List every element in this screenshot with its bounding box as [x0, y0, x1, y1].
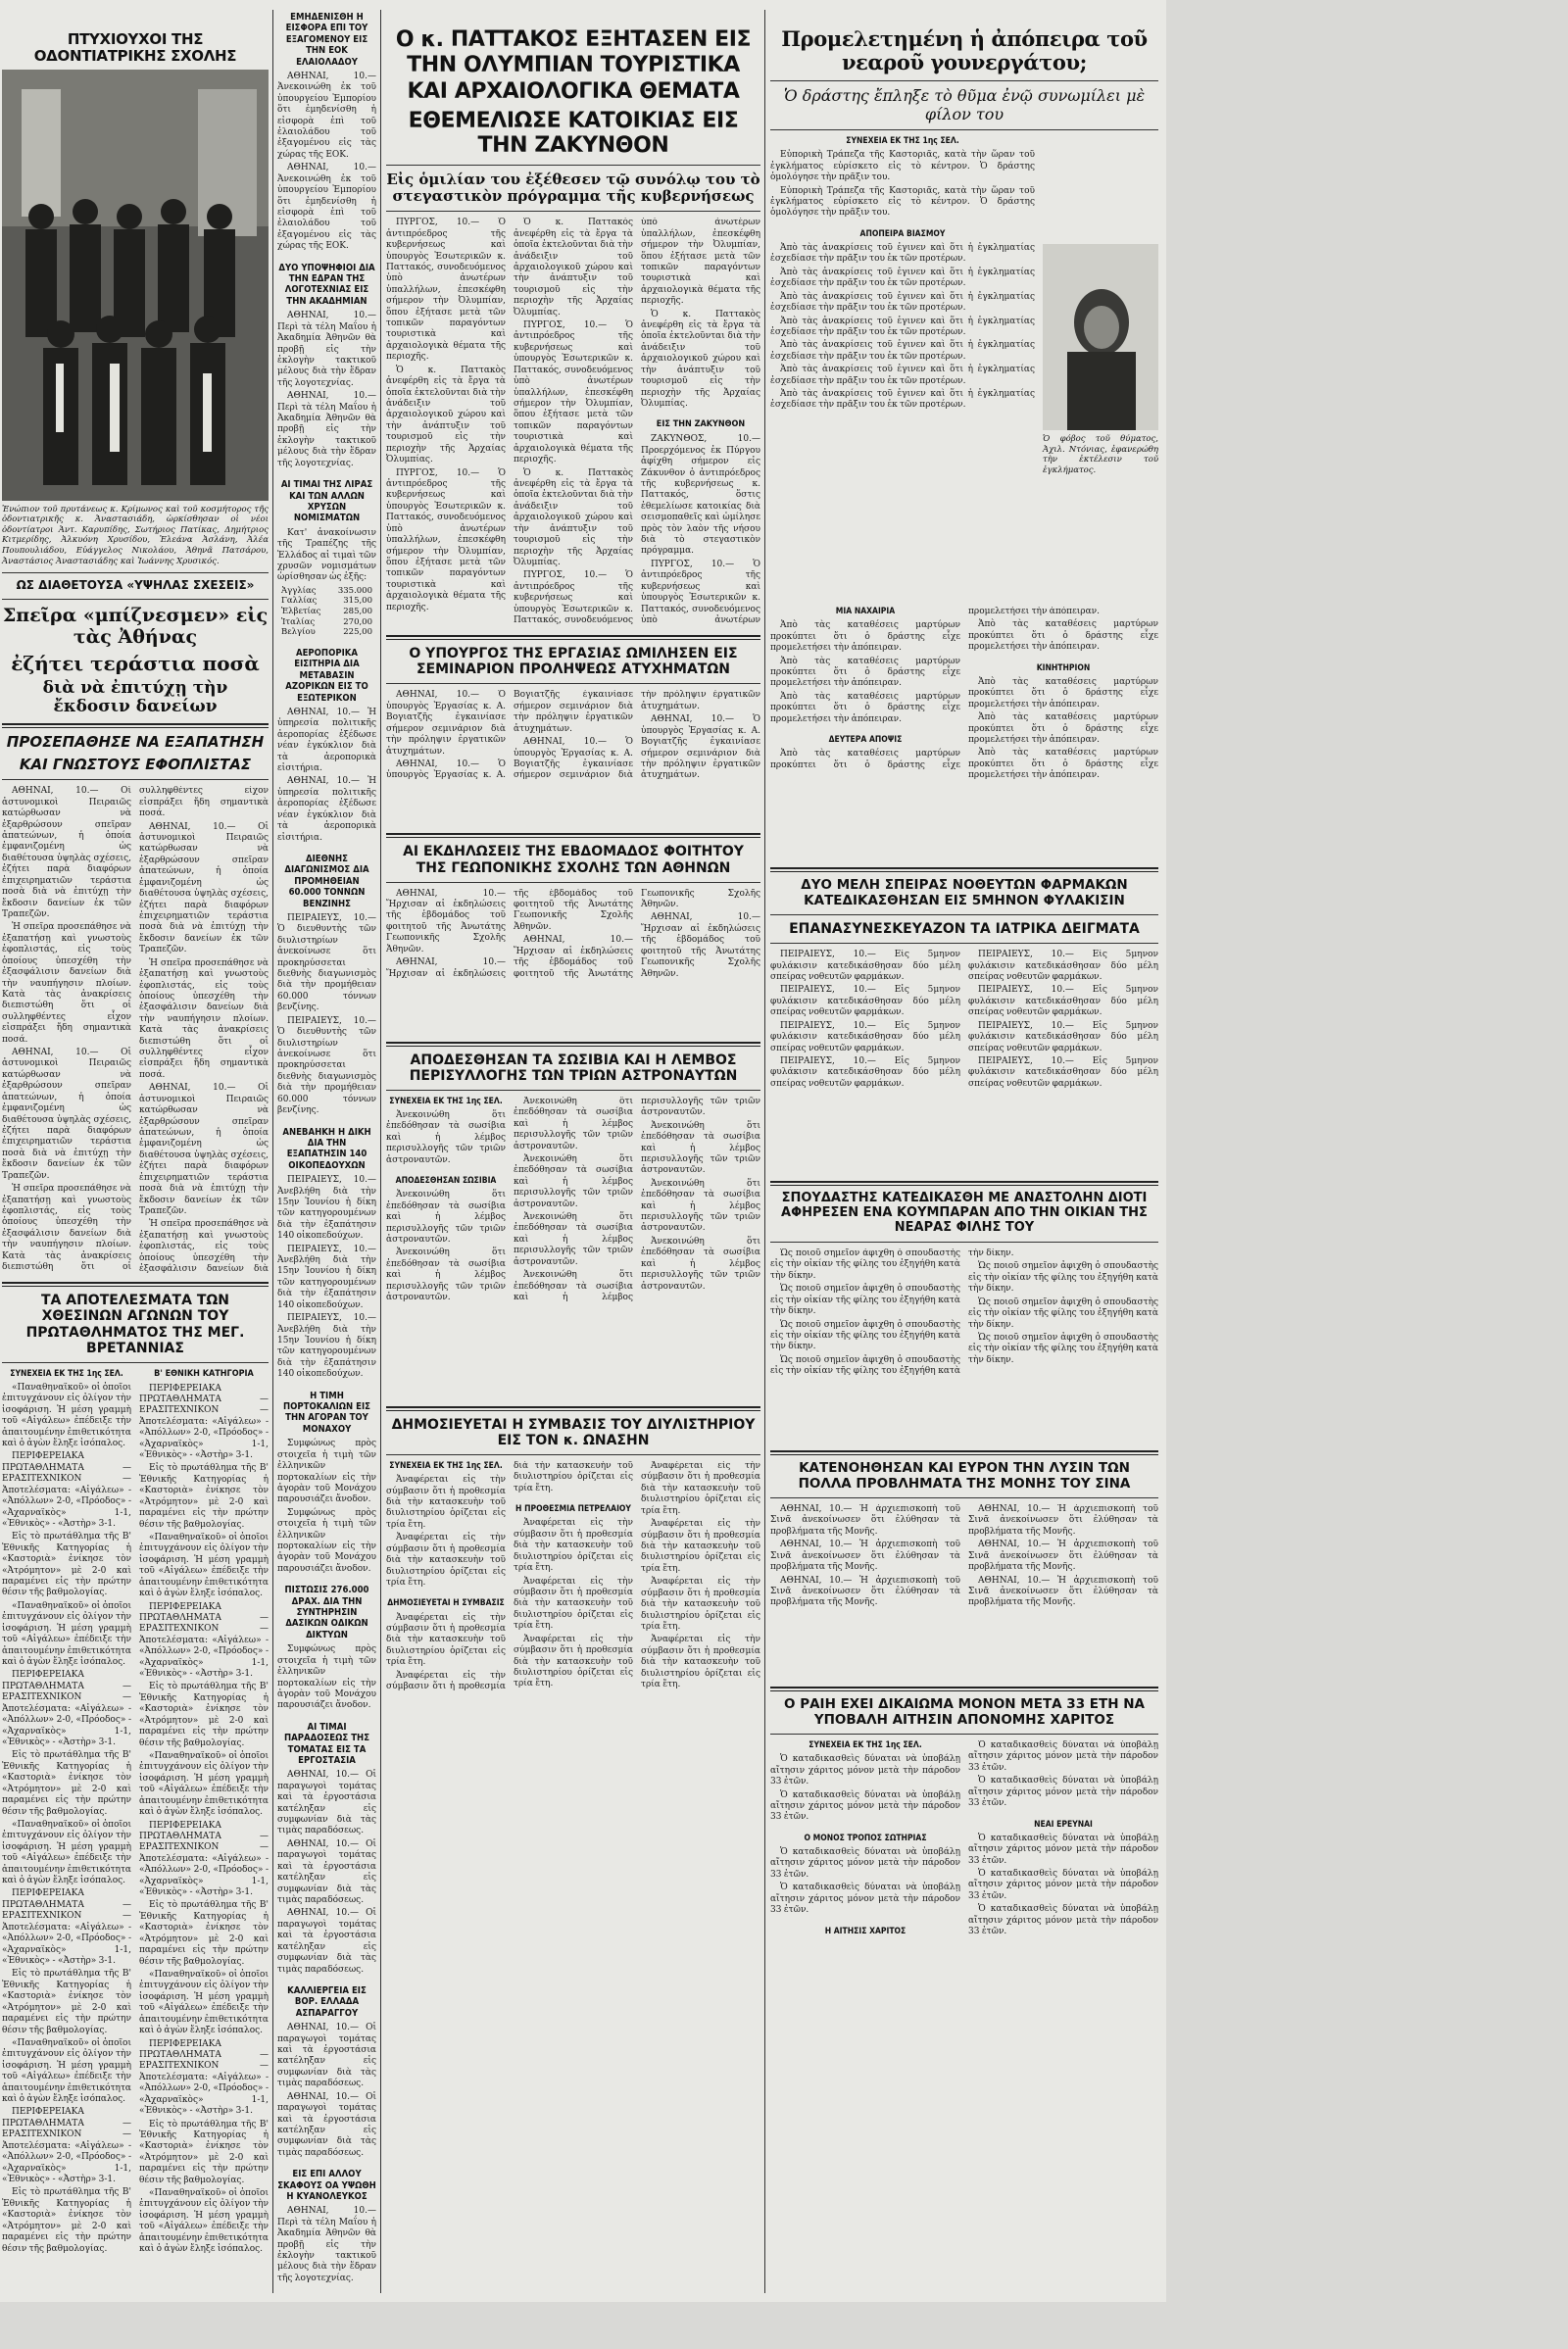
article-paragraph: Ὁ καταδικασθεὶς δύναται νὰ ὑποβάλῃ αἴτησιν χάριτος μόνον μετὰ τὴν πάροδον 33 ἐτῶν. — [968, 1869, 1158, 1901]
article-paragraph: Ὁ καταδικασθεὶς δύναται νὰ ὑποβάλῃ αἴτησιν χάριτος μόνον μετὰ τὴν πάροδον 33 ἐτῶν. — [770, 1754, 960, 1787]
article-paragraph: Ὁ καταδικασθεὶς δύναται νὰ ὑποβάλῃ αἴτησιν χάριτος μόνον μετὰ τὴν πάροδον 33 ἐτῶν. — [968, 1904, 1158, 1937]
lead-article-body — [386, 218, 760, 629]
article-paragraph: Ἀπὸ τὰς καταθέσεις μαρτύρων προκύπτει ὅτι ὁ δράστης εἶχε προμελετήσει τὴν ἀπόπειραν. — [770, 607, 1100, 770]
subhead: ΑΠΟΠΕΙΡΑ ΒΙΑΣΜΟΥ — [859, 228, 946, 239]
article-body — [386, 1461, 760, 1814]
continuation-note: ΣΥΝΕΧΕΙΑ ΕΚ ΤΗΣ 1ης ΣΕΛ. — [389, 1461, 503, 1472]
article-paragraph: ΠΕΙΡΑΙΕΥΣ, 10.— Εἰς 5μηνον φυλάκισιν κατεδικάσθησαν δύο μέλη σπείρας νοθευτῶν φαρμάκων. — [770, 1020, 960, 1053]
article-paragraph: Εἰς τὸ πρωτάθλημα τῆς Β' Ἐθνικῆς Κατηγορίας ἡ «Καστοριὰ» ἐνίκησε τὸν «Ἀτρόμητον» μὲ 2-0 καὶ παραμένει εἰς τὴν πρώτην θέσιν τῆς βαθμολογίας. — [2, 1750, 131, 1817]
article-paragraph: Ἀνεκοινώθη ὅτι ἐπεδόθησαν τὰ σωσίβια καὶ ἡ λέμβος περισυλλογῆς τῶν τριῶν ἀστροναυτῶν. — [641, 1236, 760, 1292]
article-paragraph: Ὁ κ. Παττακὸς ἀνεφέρθη εἰς τὰ ἔργα τὰ ὁποῖα ἐκτελοῦνται διὰ τὴν ἀνάδειξιν τοῦ ἀρχαιολογικοῦ χώρου καὶ τὴν ἀνάπτυξιν τοῦ τουρισμοῦ εἰς τὴν περιοχὴν τῆς Ἀρχαίας Ὀλυμπίας. — [641, 309, 760, 410]
lead-headline: Ο κ. ΠΑΤΤΑΚΟΣ ΕΞΗΤΑΣΕΝ ΕΙΣ ΤΗΝ ΟΛΥΜΠΙΑΝ ΤΟΥΡΙΣΤΙΚΑ ΚΑΙ ΑΡΧΑΙΟΛΟΓΙΚΑ ΘΕΜΑΤΑ — [395, 27, 752, 104]
article-paragraph: «Παναθηναϊκοῦ» οἱ ὁποῖοι ἐπιτυγχάνουν εἰς ὀλίγον τὴν ἰσοφάριση. Ἡ μέση γραμμὴ τοῦ «Αἰγάλεω» ἐπέδειξε τὴν ἀπαιτουμένην ἐπιθετικότητα καὶ ὁ ἀγὼν ἔληξε ἰσόπαλος. — [2, 2037, 132, 2105]
subhead: Ο ΜΟΝΟΣ ΤΡΟΠΟΣ ΣΩΤΗΡΙΑΣ — [804, 1833, 927, 1843]
coin-name: Ἀγγλίας — [281, 585, 317, 596]
article-paragraph: ΠΥΡΓΟΣ, 10.— Ὁ ἀντιπρόεδρος τῆς κυβερνήσεως καὶ ὑπουργὸς Ἐσωτερικῶν κ. Παττακός, συνοδευόμενος ὑπὸ ἀνωτέρων ὑπαλλήλων, ἐπεσκέφθη σήμερον τὴν Ὀλυμπίαν, ὅπου ἐξήτασε μετὰ τῶν τοπικῶν παραγόντων τουριστικὰ καὶ ἀρχαιολογικὰ θέματα τῆς περιοχῆς. — [386, 467, 506, 612]
coin-name: Βελγίου — [281, 627, 316, 638]
article-paragraph: Ὁ καταδικασθεὶς δύναται νὰ ὑποβάλῃ αἴτησιν χάριτος μόνον μετὰ τὴν πάροδον 33 ἐτῶν. — [968, 1776, 1158, 1809]
headline-main-4: ΠΡΟΣΕΠΑΘΗΣΕ ΝΑ ΕΞΑΠΑΤΗΣΗ — [6, 732, 265, 751]
article-paragraph: ΑΘΗΝΑΙ, 10.— Ἡ ἀρχιεπισκοπὴ τοῦ Σινᾶ ἀνεκοίνωσεν ὅτι ἐλύθησαν τὰ προβλήματα τῆς Μονῆς. — [968, 1540, 1158, 1573]
article-paragraph: ΑΘΗΝΑΙ, 10.— Ὁ ὑπουργὸς Ἐργασίας κ. Α. Βογιατζῆς ἐγκαινίασε σήμερον σεμινάριον διὰ τὴν πρόληψιν ἐργατικῶν ἀτυχημάτων. — [386, 690, 506, 757]
article-paragraph: Ὡς ποιοῦ σημεῖον ἀφιχθη ὁ σπουδαστὴς εἰς τὴν οἰκίαν τῆς φίλης του ἐξηγήθη κατὰ τὴν δίκην. — [968, 1261, 1158, 1295]
article-paragraph: ΠΥΡΓΟΣ, 10.— Ὁ ἀντιπρόεδρος τῆς κυβερνήσεως καὶ ὑπουργὸς Ἐσωτερικῶν κ. Παττακός, συνοδευόμενος ὑπὸ ἀνωτέρων ὑπαλλήλων, ἐπεσκέφθη σήμερον τὴν Ὀλυμπίαν, ὅπου ἐξήτασε μετὰ τῶν τοπικῶν παραγόντων τουριστικὰ καὶ ἀρχαιολογικὰ θέματα τῆς περιοχῆς. — [514, 320, 633, 465]
article-paragraph: Ἀναφέρεται εἰς τὴν σύμβασιν ὅτι ἡ προθεσμία διὰ τὴν κατασκευὴν τοῦ διυλιστηρίου ὁρίζεται εἰς τρία ἔτη. — [386, 1533, 506, 1588]
article-paragraph: «Παναθηναϊκοῦ» οἱ ὁποῖοι ἐπιτυγχάνουν εἰς ὀλίγον τὴν ἰσοφάριση. Ἡ μέση γραμμὴ τοῦ «Αἰγάλεω» ἐπέδειξε τὴν ἀπαιτουμένην ἐπιθετικότητα καὶ ὁ ἀγὼν ἔληξε ἰσόπαλος. — [139, 2188, 269, 2255]
article-paragraph: Εἰς τὸ πρωτάθλημα τῆς Β' Ἐθνικῆς Κατηγορίας ἡ «Καστοριὰ» ἐνίκησε τὸν «Ἀτρόμητον» μὲ 2-0 καὶ παραμένει εἰς τὴν πρώτην θέσιν τῆς βαθμολογίας. — [139, 1463, 269, 1530]
article-paragraph: Ἀπὸ τὰς ἀνακρίσεις τοῦ ἐγινεν καὶ ὅτι ἡ ἐγκληματίας ἐσχεδίασε τὴν πρᾶξιν του ἐκ τῶν προτέρων. — [770, 389, 1035, 411]
continuation-note: ΣΥΝΕΧΕΙΑ ΕΚ ΤΗΣ 1ης ΣΕΛ. — [846, 136, 959, 147]
article-paragraph: ΑΘΗΝΑΙ, 10.— Ἤρχισαν αἱ ἐκδηλώσεις τῆς ἑβδομάδος τοῦ φοιτητοῦ τῆς Ἀνωτάτης Γεωπονικῆς Σχολῆς Ἀθηνῶν. — [386, 888, 506, 954]
coin-price: 335.000 — [337, 585, 372, 596]
article-paragraph: ΠΥΡΓΟΣ, 10.— Ὁ ἀντιπρόεδρος τῆς κυβερνήσεως καὶ ὑπουργὸς Ἐσωτερικῶν κ. Παττακός, συνοδευόμενος ὑπὸ ἀνωτέρων — [641, 559, 760, 625]
brief-headline: ΠΙΣΤΩΣΙΣ 276.000 ΔΡΑΧ. ΔΙΑ ΤΗΝ ΣΥΝΤΗΡΗΣΙΝ ΔΑΣΙΚΩΝ ΟΔΙΚΩΝ ΔΙΚΤΥΩΝ — [284, 1585, 369, 1640]
brief-text: ΑΘΗΝΑΙ, 10.— Περὶ τὰ τέλη Μαΐου ἡ Ἀκαδημία Ἀθηνῶν θὰ προβῇ εἰς τὴν ἐκλογὴν τακτικοῦ μέλους διὰ τὴν ἕδραν τῆς λογοτεχνίας. — [277, 311, 376, 388]
article-body — [386, 889, 760, 1036]
article-paragraph: Ἀπὸ τὰς καταθέσεις μαρτύρων προκύπτει ὅτι ὁ δράστης εἶχε προμελετήσει τὴν ἀπόπειραν. — [770, 656, 960, 689]
article-paragraph: Ἀνεκοινώθη ὅτι ἐπεδόθησαν τὰ σωσίβια καὶ ἡ λέμβος περισυλλογῆς τῶν τριῶν ἀστροναυτῶν. — [386, 1110, 506, 1165]
column-4 — [770, 10, 1158, 2293]
brief-text: ΑΘΗΝΑΙ, 10.— Οἱ παραγωγοὶ τομάτας καὶ τὰ ἐργοστάσια κατέληξαν εἰς συμφωνίαν διὰ τὰς τιμὰς παραδόσεως. — [277, 1908, 376, 1975]
headline-main-2: ἐζήτει τεράστια ποσὰ — [11, 651, 260, 675]
article-paragraph: Ἀναφέρεται εἰς τὴν σύμβασιν ὅτι ἡ προθεσμία διὰ τὴν κατασκευὴν τοῦ διυλιστηρίου ὁρίζεται εἰς τρία ἔτη. — [641, 1635, 760, 1690]
brief-headline: ΕΙΣ ΕΠΙ ΑΛΛΟΥ ΣΚΑΦΟΥΣ ΟΑ ΥΨΩΘΗ Η ΚΥΑΝΟΛΕΥΚΟΣ — [277, 2169, 376, 2202]
article-body — [770, 1248, 1158, 1444]
article-paragraph: Εἰς τὸ πρωτάθλημα τῆς Β' Ἐθνικῆς Κατηγορίας ἡ «Καστοριὰ» ἐνίκησε τὸν «Ἀτρόμητον» μὲ 2-0 καὶ παραμένει εἰς τὴν πρώτην θέσιν τῆς βαθμολογίας. — [2, 1969, 131, 2035]
article-paragraph: ΠΕΡΙΦΕΡΕΙΑΚΑ ΠΡΩΤΑΘΛΗΜΑΤΑ — ΕΡΑΣΙΤΕΧΝΙΚΟΝ — Ἀποτελέσματα: «Αἰγάλεω» - «Ἀπόλλων» 2-0, «Πρόοδος» - «Ἀχαρναϊκὸς» 1-1, «Ἐθνικὸς» - «Ἀστὴρ» 3-1. — [2, 1888, 131, 1966]
article-paragraph: Ἀπὸ τὰς καταθέσεις μαρτύρων προκύπτει ὅτι ὁ δράστης εἶχε προμελετήσει τὴν ἀπόπειραν. — [770, 620, 960, 654]
article-paragraph: ΠΕΡΙΦΕΡΕΙΑΚΑ ΠΡΩΤΑΘΛΗΜΑΤΑ — ΕΡΑΣΙΤΕΧΝΙΚΟΝ — Ἀποτελέσματα: «Αἰγάλεω» - «Ἀπόλλων» 2-0, «Πρόοδος» - «Ἀχαρναϊκὸς» 1-1, «Ἐθνικὸς» - «Ἀστὴρ» 3-1. — [139, 1383, 269, 1461]
article-paragraph: ΠΕΡΙΦΕΡΕΙΑΚΑ ΠΡΩΤΑΘΛΗΜΑΤΑ — ΕΡΑΣΙΤΕΧΝΙΚΟΝ — Ἀποτελέσματα: «Αἰγάλεω» - «Ἀπόλλων» 2-0, «Πρόοδος» - «Ἀχαρναϊκὸς» 1-1, «Ἐθνικὸς» - «Ἀστὴρ» 3-1. — [2, 1670, 131, 1747]
article-paragraph: ΑΘΗΝΑΙ, 10.— Ὁ ὑπουργὸς Ἐργασίας κ. Α. Βογιατζῆς ἐγκαινίασε σήμερον σεμινάριον διὰ τὴν πρόληψιν ἐργατικῶν ἀτυχημάτων. — [514, 690, 760, 781]
article-headline: ΔΗΜΟΣΙΕΥΕΤΑΙ Η ΣΥΜΒΑΣΙΣ ΤΟΥ ΔΙΥΛΙΣΤΗΡΙΟΥ ΕΙΣ ΤΟΝ κ. ΩΝΑΣΗΝ — [391, 1416, 756, 1448]
article-headline: ΣΠΟΥΔΑΣΤΗΣ ΚΑΤΕΔΙΚΑΣΘΗ ΜΕ ΑΝΑΣΤΟΛΗΝ ΔΙΟΤΙ ΑΦΗΡΕΣΕΝ ΕΝΑ ΚΟΥΜΠΑΡΑΝ ΑΠΟ ΤΗΝ ΟΙΚΙΑΝ ΤΗΣ ΝΕΑΡΑΣ ΦΙΛΗΣ ΤΟΥ — [781, 1191, 1148, 1236]
article-paragraph: ΖΑΚΥΝΘΟΣ, 10.— Προερχόμενος ἐκ Πύργου ἀφίχθη σήμερον εἰς Ζάκυνθον ὁ ἀντιπρόεδρος τῆς κυβερνήσεως κ. Παττακός, ὅστις ἐθεμελίωσε κατοικίας διὰ σεισμοπαθεῖς καὶ ὡμίλησε πρὸς τὸν λαὸν τῆς νήσου διὰ τὸ στεγαστικὸν πρόγραμμα. — [641, 434, 760, 557]
article-paragraph: Εὐπορικὴ Τράπεζα τῆς Καστοριᾶς, κατὰ τὴν ὥραν τοῦ ἐγκλήματος εὑρίσκετο εἰς τὸ κέντρον. Ὁ δράστης ὁμολόγησε τὴν πρᾶξιν του. — [770, 185, 1035, 219]
victim-photo — [1043, 244, 1158, 430]
article-paragraph: ΠΕΡΙΦΕΡΕΙΑΚΑ ΠΡΩΤΑΘΛΗΜΑΤΑ — ΕΡΑΣΙΤΕΧΝΙΚΟΝ — Ἀποτελέσματα: «Αἰγάλεω» - «Ἀπόλλων» 2-0, «Πρόοδος» - «Ἀχαρναϊκὸς» 1-1, «Ἐθνικὸς» - «Ἀστὴρ» 3-1. — [2, 2107, 131, 2184]
article-paragraph: ΑΘΗΝΑΙ, 10.— Ὁ ὑπουργὸς Ἐργασίας κ. Α. Βογιατζῆς ἐγκαινίασε σήμερον σεμινάριον διὰ τὴν πρόληψιν ἐργατικῶν ἀτυχημάτων. — [641, 714, 760, 781]
article-paragraph: Ἀναφέρεται εἰς τὴν σύμβασιν ὅτι ἡ προθεσμία διὰ τὴν κατασκευὴν τοῦ διυλιστηρίου ὁρίζεται εἰς τρία ἔτη. — [514, 1576, 633, 1632]
column-2-briefs — [277, 10, 376, 2293]
headline-main-5: ΚΑΙ ΓΝΩΣΤΟΥΣ ΕΦΟΠΛΙΣΤΑΣ — [19, 756, 252, 774]
brief-text: ΠΕΙΡΑΙΕΥΣ, 10.— Ἀνεβλήθη διὰ τὴν 15ην Ἰουνίου ἡ δίκη τῶν κατηγορουμένων διὰ τὴν ἐξαπάτησιν 140 οἰκοπεδούχων. — [277, 1313, 376, 1380]
article-paragraph: ΑΘΗΝΑΙ, 10.— Οἱ ἀστυνομικοὶ Πειραιῶς κατώρθωσαν νὰ ἐξαρθρώσουν σπεῖραν ἀπατεώνων, ἡ ὁποία ἐμφανιζομένη ὡς διαθέτουσα ὑψηλὰς σχέσεις, ἐζήτει παρὰ διαφόρων ἐπιχειρηματιῶν τεράστια ποσὰ διὰ νὰ ἐπιτύχῃ τὴν ἔκδοσιν δανείων ἐκ τῶν Τραπεζῶν. — [2, 1048, 131, 1181]
article-paragraph: Ἀπὸ τὰς ἀνακρίσεις τοῦ ἐγινεν καὶ ὅτι ἡ ἐγκληματίας ἐσχεδίασε τὴν πρᾶξιν του ἐκ τῶν προτέρων. — [770, 365, 1035, 386]
article-paragraph: ΠΕΡΙΦΕΡΕΙΑΚΑ ΠΡΩΤΑΘΛΗΜΑΤΑ — ΕΡΑΣΙΤΕΧΝΙΚΟΝ — Ἀποτελέσματα: «Αἰγάλεω» - «Ἀπόλλων» 2-0, «Πρόοδος» - «Ἀχαρναϊκὸς» 1-1, «Ἐθνικὸς» - «Ἀστὴρ» 3-1. — [139, 1820, 269, 1898]
article-paragraph: ΑΘΗΝΑΙ, 10.— Οἱ ἀστυνομικοὶ Πειραιῶς κατώρθωσαν νὰ ἐξαρθρώσουν σπεῖραν ἀπατεώνων, ἡ ὁποία ἐμφανιζομένη ὡς διαθέτουσα ὑψηλὰς σχέσεις, ἐζήτει παρὰ διαφόρων ἐπιχειρηματιῶν τεράστια ποσὰ διὰ νὰ ἐπιτύχῃ τὴν ἔκδοσιν δανείων ἐκ τῶν Τραπεζῶν. — [139, 821, 269, 955]
article-paragraph: Ἀπὸ τὰς ἀνακρίσεις τοῦ ἐγινεν καὶ ὅτι ἡ ἐγκληματίας ἐσχεδίασε τὴν πρᾶξιν του ἐκ τῶν προτέρων. — [770, 340, 1035, 362]
photo-caption: Ὁ φόβος τοῦ θύματος, Ἀχιλ. Ντόνιας, ἐφανερώθη τὴν ἐκτέλεσιν τοῦ ἐγκλήματος. — [1043, 434, 1158, 475]
article-paragraph: «Παναθηναϊκοῦ» οἱ ὁποῖοι ἐπιτυγχάνουν εἰς ὀλίγον τὴν ἰσοφάριση. Ἡ μέση γραμμὴ τοῦ «Αἰγάλεω» ἐπέδειξε τὴν ἀπαιτουμένην ἐπιθετικότητα καὶ ὁ ἀγὼν ἔληξε ἰσόπαλος. — [2, 1819, 132, 1886]
coin-name: Γαλλίας — [281, 596, 318, 607]
article-body — [770, 1504, 1158, 1681]
brief-text: ΑΘΗΝΑΙ, 10.— Οἱ παραγωγοὶ τομάτας καὶ τὰ ἐργοστάσια κατέληξαν εἰς συμφωνίαν διὰ τὰς τιμὰς παραδόσεως. — [277, 1770, 376, 1836]
gold-price-row — [281, 607, 372, 617]
brief-text: ΠΕΙΡΑΙΕΥΣ, 10.— Ἀνεβλήθη διὰ τὴν 15ην Ἰουνίου ἡ δίκη τῶν κατηγορουμένων διὰ τὴν ἐξαπάτησιν 140 οἰκοπεδούχων. — [277, 1175, 376, 1242]
brief-headline: ΑΙ ΤΙΜΑΙ ΤΗΣ ΛΙΡΑΣ ΚΑΙ ΤΩΝ ΑΛΛΩΝ ΧΡΥΣΩΝ ΝΟΜΙΣΜΑΤΩΝ — [280, 479, 373, 524]
article-headline-italic: Προμελετημένη ἡ ἀπόπειρα τοῦ νεαροῦ γουνεργάτου; — [781, 26, 1148, 75]
column-rule — [380, 10, 381, 2293]
article-paragraph: Ἀνεκοινώθη ὅτι ἐπεδόθησαν τὰ σωσίβια καὶ ἡ λέμβος περισυλλογῆς τῶν τριῶν ἀστροναυτῶν. — [641, 1178, 760, 1234]
article-paragraph: Ἀνεκοινώθη ὅτι ἐπεδόθησαν τὰ σωσίβια καὶ ἡ λέμβος περισυλλογῆς τῶν τριῶν ἀστροναυτῶν. — [514, 1096, 760, 1302]
article-paragraph: «Παναθηναϊκοῦ» οἱ ὁποῖοι ἐπιτυγχάνουν εἰς ὀλίγον τὴν ἰσοφάριση. Ἡ μέση γραμμὴ τοῦ «Αἰγάλεω» ἐπέδειξε τὴν ἀπαιτουμένην ἐπιθετικότητα καὶ ὁ ἀγὼν ἔληξε ἰσόπαλος. — [2, 1382, 132, 1448]
article-paragraph: Ἀνεκοινώθη ὅτι ἐπεδόθησαν τὰ σωσίβια καὶ ἡ λέμβος περισυλλογῆς τῶν τριῶν ἀστροναυτῶν. — [386, 1190, 506, 1245]
brief-text: ΑΘΗΝΑΙ, 10.— Ἡ ὑπηρεσία πολιτικῆς ἀεροπορίας ἐξέδωσε νέαν ἐγκύκλιον διὰ τὰ ἀεροπορικὰ εἰσιτήρια. — [277, 776, 376, 843]
coin-name: Ἑλβετίας — [281, 607, 321, 617]
article-headline-2: ΕΠΑΝΑΣΥΝΕΣΚΕΥΑΖΟΝ ΤΑ ΙΑΤΡΙΚΑ ΔΕΙΓΜΑΤΑ — [789, 921, 1140, 938]
article-paragraph: Ὁ καταδικασθεὶς δύναται νὰ ὑποβάλῃ αἴτησιν χάριτος μόνον μετὰ τὴν πάροδον 33 ἐτῶν. — [968, 1740, 1158, 1773]
article-paragraph: Ὁ καταδικασθεὶς δύναται νὰ ὑποβάλῃ αἴτησιν χάριτος μόνον μετὰ τὴν πάροδον 33 ἐτῶν. — [770, 1883, 960, 1916]
article-paragraph: Ἀπὸ τὰς ἀνακρίσεις τοῦ ἐγινεν καὶ ὅτι ἡ ἐγκληματίας ἐσχεδίασε τὴν πρᾶξιν του ἐκ τῶν προτέρων. — [770, 291, 1035, 314]
brief-text: ΑΘΗΝΑΙ, 10.— Οἱ παραγωγοὶ τομάτας καὶ τὰ ἐργοστάσια κατέληξαν εἰς συμφωνίαν διὰ τὰς τιμὰς παραδόσεως. — [277, 2023, 376, 2089]
article-paragraph: Ὁ κ. Παττακὸς ἀνεφέρθη εἰς τὰ ἔργα τὰ ὁποῖα ἐκτελοῦνται διὰ τὴν ἀνάδειξιν τοῦ ἀρχαιολογικοῦ χώρου καὶ τὴν ἀνάπτυξιν τοῦ τουρισμοῦ εἰς τὴν περιοχὴν τῆς Ἀρχαίας Ὀλυμπίας. — [514, 467, 633, 567]
article-paragraph: ΑΘΗΝΑΙ, 10.— Ἡ ἀρχιεπισκοπὴ τοῦ Σινᾶ ἀνεκοίνωσεν ὅτι ἐλύθησαν τὰ προβλήματα τῆς Μονῆς. — [968, 1504, 1158, 1537]
lead-headline-2: ΕΘΕΜΕΛΙΩΣΕ ΚΑΤΟΙΚΙΑΣ ΕΙΣ ΤΗΝ ΖΑΚΥΝΘΟΝ — [408, 109, 739, 159]
attempt-article — [770, 136, 1158, 607]
headline-main-1: Σπεῖρα «μπίζνεσμεν» εἰς τὰς Ἀθήνας — [2, 605, 269, 648]
subhead: ΜΙΑ ΝΑΧΑΙΡΙΑ — [835, 607, 896, 617]
article-paragraph: Ἀπὸ τὰς ἀνακρίσεις τοῦ ἐγινεν καὶ ὅτι ἡ ἐγκληματίας ἐσχεδίασε τὴν πρᾶξιν του ἐκ τῶν προτέρων. — [770, 242, 1035, 265]
gold-price-row — [281, 627, 372, 638]
article-paragraph: Ἡ σπεῖρα προσεπάθησε νὰ ἐξαπατήσῃ καὶ γνωστοὺς ἐφοπλιστάς, εἰς τοὺς ὁποίους ὑπεσχέθη τὴν ἐξασφάλισιν δανείων διὰ τὴν ναυπήγησιν πλοίων. Κατὰ τὰς ἀνακρίσεις διεπιστώθη ὅτι οἱ συλληφθέντες εἶχον εἰσπράξει ἤδη σημαντικὰ ποσά. — [2, 786, 269, 1273]
article-paragraph: «Παναθηναϊκοῦ» οἱ ὁποῖοι ἐπιτυγχάνουν εἰς ὀλίγον τὴν ἰσοφάριση. Ἡ μέση γραμμὴ τοῦ «Αἰγάλεω» ἐπέδειξε τὴν ἀπαιτουμένην ἐπιθετικότητα καὶ ὁ ἀγὼν ἔληξε ἰσόπαλος. — [139, 1970, 269, 2036]
article-paragraph: Ἀναφέρεται εἰς τὴν σύμβασιν ὅτι ἡ προθεσμία διὰ τὴν κατασκευὴν τοῦ διυλιστηρίου ὁρίζεται εἰς τρία ἔτη. — [386, 1475, 506, 1530]
brief-text: Συμφώνως πρὸς στοιχεῖα ἡ τιμὴ τῶν ἑλληνικῶν πορτοκαλίων εἰς τὴν ἀγορὰν τοῦ Μονάχου παρουσιάζει ἄνοδον. — [277, 1507, 376, 1574]
article-body — [770, 1740, 1158, 2034]
gold-coin-price-list — [281, 586, 372, 638]
brief-text: Συμφώνως πρὸς στοιχεῖα ἡ τιμὴ τῶν ἑλληνικῶν πορτοκαλίων εἰς τὴν ἀγορὰν τοῦ Μονάχου παρουσιάζει ἄνοδον. — [277, 1644, 376, 1711]
brief-text: ΠΕΙΡΑΙΕΥΣ, 10.— Ὁ διευθυντὴς τῶν διυλιστηρίων ἀνεκοίνωσε ὅτι προκηρύσσεται διεθνὴς διαγωνισμὸς διὰ τὴν προμήθειαν 60.000 τόννων βενζίνης. — [277, 912, 376, 1013]
article-paragraph: Ὡς ποιοῦ σημεῖον ἀφιχθη ὁ σπουδαστὴς εἰς τὴν οἰκίαν τῆς φίλης του ἐξηγήθη κατὰ τὴν δίκην. — [770, 1319, 960, 1352]
coin-name: Ἰταλίας — [281, 616, 316, 627]
sports-article — [2, 1369, 269, 2349]
article-paragraph: Εἰς τὸ πρωτάθλημα τῆς Β' Ἐθνικῆς Κατηγορίας ἡ «Καστοριὰ» ἐνίκησε τὸν «Ἀτρόμητον» μὲ 2-0 καὶ παραμένει εἰς τὴν πρώτην θέσιν τῆς βαθμολογίας. — [2, 2187, 131, 2254]
brief-text: ΑΘΗΝΑΙ, 10.— Ἀνεκοινώθη ἐκ τοῦ ὑπουργείου Ἐμπορίου ὅτι ἐμηδενίσθη ἡ εἰσφορὰ ἐπὶ τοῦ ἐλαιολάδου τοῦ ἐξαγομένου εἰς τὰς χώρας τῆς ΕΟΚ. — [277, 163, 376, 252]
article-paragraph: Ἡ σπεῖρα προσεπάθησε νὰ ἐξαπατήσῃ καὶ γνωστοὺς ἐφοπλιστάς, εἰς τοὺς ὁποίους ὑπεσχέθη τὴν ἐξασφάλισιν δανείων διὰ τὴν ναυπήγησιν πλοίων. Κατὰ τὰς ἀνακρίσεις διεπιστώθη ὅτι οἱ συλληφθέντες εἶχον εἰσπράξει ἤδη σημαντικὰ ποσά. — [139, 957, 269, 1080]
article-paragraph: ΠΕΙΡΑΙΕΥΣ, 10.— Εἰς 5μηνον φυλάκισιν κατεδικάσθησαν δύο μέλη σπείρας νοθευτῶν φαρμάκων. — [968, 950, 1158, 983]
gold-price-row — [281, 586, 372, 597]
subhead: ΔΗΜΟΣΙΕΥΕΤΑΙ Η ΣΥΜΒΑΣΙΣ — [387, 1598, 505, 1609]
article-paragraph: Ὁ καταδικασθεὶς δύναται νὰ ὑποβάλῃ αἴτησιν χάριτος μόνον μετὰ τὴν πάροδον 33 ἐτῶν. — [770, 1789, 960, 1823]
article-subheadline: Ὁ δράστης ἔπληξε τὸ θῦμα ἐνῷ συνωμίλει μὲ φίλον του — [783, 86, 1146, 123]
article-paragraph: Ἀναφέρεται εἰς τὴν σύμβασιν ὅτι ἡ προθεσμία διὰ τὴν κατασκευὴν τοῦ διυλιστηρίου ὁρίζεται εἰς τρία ἔτη. — [386, 1461, 633, 1692]
brief-headline: ΑΙ ΤΙΜΑΙ ΠΑΡΑΔΟΣΕΩΣ ΤΗΣ ΤΟΜΑΤΑΣ ΕΙΣ ΤΑ ΕΡΓΟΣΤΑΣΙΑ — [283, 1721, 370, 1766]
kicker: ΩΣ ΔΙΑΘΕΤΟΥΣΑ «ΥΨΗΛΑΣ ΣΧΕΣΕΙΣ» — [16, 578, 255, 593]
article-paragraph: Ἀνεκοινώθη ὅτι ἐπεδόθησαν τὰ σωσίβια καὶ ἡ λέμβος περισυλλογῆς τῶν τριῶν ἀστροναυτῶν. — [514, 1096, 633, 1151]
subhead: ΕΙΣ ΤΗΝ ΖΑΚΥΝΘΟΝ — [656, 419, 746, 430]
article-paragraph: ΠΕΙΡΑΙΕΥΣ, 10.— Εἰς 5μηνον φυλάκισιν κατεδικάσθησαν δύο μέλη σπείρας νοθευτῶν φαρμάκων. — [770, 1055, 960, 1089]
article-headline: Ο ΡΑΙΗ ΕΧΕΙ ΔΙΚΑΙΩΜΑ ΜΟΝΟΝ ΜΕΤΑ 33 ΕΤΗ ΝΑ ΥΠΟΒΑΛΗ ΑΙΤΗΣΙΝ ΑΠΟΝΟΜΗΣ ΧΑΡΙΤΟΣ — [784, 1696, 1145, 1728]
article-paragraph: ΠΕΡΙΦΕΡΕΙΑΚΑ ΠΡΩΤΑΘΛΗΜΑΤΑ — ΕΡΑΣΙΤΕΧΝΙΚΟΝ — Ἀποτελέσματα: «Αἰγάλεω» - «Ἀπόλλων» 2-0, «Πρόοδος» - «Ἀχαρναϊκὸς» 1-1, «Ἐθνικὸς» - «Ἀστὴρ» 3-1. — [2, 1451, 131, 1529]
coin-price: 270,00 — [343, 616, 372, 627]
article-paragraph: Ἀπὸ τὰς καταθέσεις μαρτύρων προκύπτει ὅτι ὁ δράστης εἶχε προμελετήσει τὴν ἀπόπειραν. — [770, 691, 960, 724]
article-paragraph: ΠΕΙΡΑΙΕΥΣ, 10.— Εἰς 5μηνον φυλάκισιν κατεδικάσθησαν δύο μέλη σπείρας νοθευτῶν φαρμάκων. — [770, 950, 960, 983]
article-paragraph: Ἀναφέρεται εἰς τὴν σύμβασιν ὅτι ἡ προθεσμία διὰ τὴν κατασκευὴν τοῦ διυλιστηρίου ὁρίζεται εἰς τρία ἔτη. — [386, 1612, 506, 1668]
brief-text: ΑΘΗΝΑΙ, 10.— Ἡ ὑπηρεσία πολιτικῆς ἀεροπορίας ἐξέδωσε νέαν ἐγκύκλιον διὰ τὰ ἀεροπορικὰ εἰσιτήρια. — [277, 707, 376, 774]
article-paragraph: Ὡς ποιοῦ σημεῖον ἀφιχθη ὁ σπουδαστὴς εἰς τὴν οἰκίαν τῆς φίλης του ἐξηγήθη κατὰ τὴν δίκην. — [770, 1284, 960, 1317]
article-paragraph: «Παναθηναϊκοῦ» οἱ ὁποῖοι ἐπιτυγχάνουν εἰς ὀλίγον τὴν ἰσοφάριση. Ἡ μέση γραμμὴ τοῦ «Αἰγάλεω» ἐπέδειξε τὴν ἀπαιτουμένην ἐπιθετικότητα καὶ ὁ ἀγὼν ἔληξε ἰσόπαλος. — [2, 1600, 132, 1668]
brief-headline: Η ΤΙΜΗ ΠΟΡΤΟΚΑΛΙΩΝ ΕΙΣ ΤΗΝ ΑΓΟΡΑΝ ΤΟΥ ΜΟΝΑΧΟΥ — [282, 1390, 371, 1435]
photo-title: ΠΤΥΧΙΟΥΧΟΙ ΤΗΣ ΟΔΟΝΤΙΑΤΡΙΚΗΣ ΣΧΟΛΗΣ — [33, 30, 237, 66]
article-paragraph: Εἰς τὸ πρωτάθλημα τῆς Β' Ἐθνικῆς Κατηγορίας ἡ «Καστοριὰ» ἐνίκησε τὸν «Ἀτρόμητον» μὲ 2-0 καὶ παραμένει εἰς τὴν πρώτην θέσιν τῆς βαθμολογίας. — [2, 1532, 131, 1598]
coin-price: 315,00 — [343, 596, 372, 607]
article-paragraph: Ἀπὸ τὰς καταθέσεις μαρτύρων προκύπτει ὅτι ὁ δράστης εἶχε προμελετήσει τὴν ἀπόπειραν. — [968, 619, 1158, 653]
brief-text: ΑΘΗΝΑΙ, 10.— Οἱ παραγωγοὶ τομάτας καὶ τὰ ἐργοστάσια κατέληξαν εἰς συμφωνίαν διὰ τὰς τιμὰς παραδόσεως. — [277, 1838, 376, 1905]
column-1 — [2, 10, 269, 2349]
article-paragraph: Ἀπὸ τὰς ἀνακρίσεις τοῦ ἐγινεν καὶ ὅτι ἡ ἐγκληματίας ἐσχεδίασε τὴν πρᾶξιν του ἐκ τῶν προτέρων. — [770, 267, 1035, 289]
article-paragraph: Ὁ καταδικασθεὶς δύναται νὰ ὑποβάλῃ αἴτησιν χάριτος μόνον μετὰ τὴν πάροδον 33 ἐτῶν. — [968, 1833, 1158, 1866]
article-headline: Ο ΥΠΟΥΡΓΟΣ ΤΗΣ ΕΡΓΑΣΙΑΣ ΩΜΙΛΗΣΕΝ ΕΙΣ ΣΕΜΙΝΑΡΙΟΝ ΠΡΟΛΗΨΕΩΣ ΑΤΥΧΗΜΑΤΩΝ — [409, 646, 738, 678]
article-paragraph: Ἀναφέρεται εἰς τὴν σύμβασιν ὅτι ἡ προθεσμία διὰ τὴν κατασκευὴν τοῦ διυλιστηρίου ὁρίζεται εἰς τρία ἔτη. — [514, 1518, 633, 1574]
article-paragraph: ΑΘΗΝΑΙ, 10.— Ἤρχισαν αἱ ἐκδηλώσεις τῆς ἑβδομάδος τοῦ φοιτητοῦ τῆς Ἀνωτάτης Γεωπονικῆς Σχολῆς Ἀθηνῶν. — [641, 912, 760, 979]
article-body — [386, 690, 760, 827]
article-paragraph: Ἀνεκοινώθη ὅτι ἐπεδόθησαν τὰ σωσίβια καὶ ἡ λέμβος περισυλλογῆς τῶν τριῶν ἀστροναυτῶν. — [514, 1212, 633, 1267]
article-paragraph: «Παναθηναϊκοῦ» οἱ ὁποῖοι ἐπιτυγχάνουν εἰς ὀλίγον τὴν ἰσοφάριση. Ἡ μέση γραμμὴ τοῦ «Αἰγάλεω» ἐπέδειξε τὴν ἀπαιτουμένην ἐπιθετικότητα καὶ ὁ ἀγὼν ἔληξε ἰσόπαλος. — [139, 1751, 269, 1818]
page-margin — [1166, 0, 1568, 2302]
subhead: ΑΠΟΔΕΣΘΗΣΑΝ ΣΩΣΙΒΙΑ — [395, 1176, 497, 1187]
article-body — [386, 1097, 760, 1400]
article-paragraph: Ἀναφέρεται εἰς τὴν σύμβασιν ὅτι ἡ προθεσμία διὰ τὴν κατασκευὴν τοῦ διυλιστηρίου ὁρίζεται εἰς τρία ἔτη. — [514, 1634, 633, 1689]
column-rule — [764, 10, 765, 2293]
article-paragraph: Ἀνεκοινώθη ὅτι ἐπεδόθησαν τὰ σωσίβια καὶ ἡ λέμβος περισυλλογῆς τῶν τριῶν ἀστροναυτῶν. — [641, 1120, 760, 1176]
article-paragraph: Ὡς ποιοῦ σημεῖον ἀφιχθη ὁ σπουδαστὴς εἰς τὴν οἰκίαν τῆς φίλης του ἐξηγήθη κατὰ τὴν δίκην. — [968, 1332, 1158, 1365]
article-paragraph: Ἀπὸ τὰς καταθέσεις μαρτύρων προκύπτει ὅτι ὁ δράστης εἶχε προμελετήσει τὴν ἀπόπειραν. — [968, 676, 1158, 710]
article-paragraph: ΑΘΗΝΑΙ, 10.— Ἡ ἀρχιεπισκοπὴ τοῦ Σινᾶ ἀνεκοίνωσεν ὅτι ἐλύθησαν τὰ προβλήματα τῆς Μονῆς. — [968, 1575, 1158, 1608]
article-paragraph: Ἀναφέρεται εἰς τὴν σύμβασιν ὅτι ἡ προθεσμία διὰ τὴν κατασκευὴν τοῦ διυλιστηρίου ὁρίζεται εἰς τρία ἔτη. — [641, 1519, 760, 1574]
article-paragraph: ΑΘΗΝΑΙ, 10.— Ἡ ἀρχιεπισκοπὴ τοῦ Σινᾶ ἀνεκοίνωσεν ὅτι ἐλύθησαν τὰ προβλήματα τῆς Μονῆς. — [770, 1540, 960, 1573]
lead-subheadline: Εἰς ὁμιλίαν του ἐξέθεσεν τῷ συνόλῳ του τὸ στεγαστικὸν πρόγραμμα τῆς κυβερνήσεως — [386, 170, 760, 206]
article-paragraph: ΠΕΙΡΑΙΕΥΣ, 10.— Εἰς 5μηνον φυλάκισιν κατεδικάσθησαν δύο μέλη σπείρας νοθευτῶν φαρμάκων. — [770, 985, 960, 1018]
article-paragraph: «Παναθηναϊκοῦ» οἱ ὁποῖοι ἐπιτυγχάνουν εἰς ὀλίγον τὴν ἰσοφάριση. Ἡ μέση γραμμὴ τοῦ «Αἰγάλεω» ἐπέδειξε τὴν ἀπαιτουμένην ἐπιθετικότητα καὶ ὁ ἀγὼν ἔληξε ἰσόπαλος. — [139, 1532, 269, 1599]
article-paragraph: ΠΕΙΡΑΙΕΥΣ, 10.— Εἰς 5μηνον φυλάκισιν κατεδικάσθησαν δύο μέλη σπείρας νοθευτῶν φαρμάκων. — [968, 1020, 1158, 1053]
brief-text: ΠΕΙΡΑΙΕΥΣ, 10.— Ἀνεβλήθη διὰ τὴν 15ην Ἰουνίου ἡ δίκη τῶν κατηγορουμένων διὰ τὴν ἐξαπάτησιν 140 οἰκοπεδούχων. — [277, 1244, 376, 1310]
graduates-photo — [2, 70, 269, 501]
subhead: Β' ΕΘΝΙΚΗ ΚΑΤΗΓΟΡΙΑ — [154, 1368, 254, 1379]
headline-main-3: διὰ νὰ ἐπιτύχῃ τὴν ἔκδοσιν δανείων — [42, 677, 228, 717]
victim-photo-drawing — [1043, 244, 1158, 430]
article-paragraph: ΠΥΡΓΟΣ, 10.— Ὁ ἀντιπρόεδρος τῆς κυβερνήσεως καὶ ὑπουργὸς Ἐσωτερικῶν κ. Παττακός, συνοδευόμενος ὑπὸ ἀνωτέρων ὑπαλλήλων, ἐπεσκέφθη σήμερον τὴν Ὀλυμπίαν, ὅπου ἐξήτασε μετὰ τῶν τοπικῶν παραγόντων τουριστικὰ καὶ ἀρχαιολογικὰ θέματα τῆς περιοχῆς. — [386, 218, 506, 363]
subhead: Η ΠΡΟΘΕΣΜΙΑ ΠΕΤΡΕΛΑΙΟΥ — [515, 1504, 631, 1515]
article-paragraph: Ἀναφέρεται εἰς τὴν σύμβασιν ὅτι ἡ προθεσμία διὰ τὴν κατασκευὴν τοῦ διυλιστηρίου ὁρίζεται εἰς τρία ἔτη. — [641, 1577, 760, 1632]
article-paragraph: Ἀπὸ τὰς καταθέσεις μαρτύρων προκύπτει ὅτι ὁ δράστης εἶχε προμελετήσει τὴν ἀπόπειραν. — [968, 712, 1158, 746]
gold-price-row — [281, 617, 372, 628]
brief-headline: ΑΕΡΟΠΟΡΙΚΑ ΕΙΣΙΤΗΡΙΑ ΔΙΑ ΜΕΤΑΒΑΣΙΝ ΑΖΟΡΙΚΩΝ ΕΙΣ ΤΟ ΕΞΩΤΕΡΙΚΟΝ — [285, 647, 368, 704]
article-paragraph: Ὡς ποιοῦ σημεῖον ἀφιχθη ὁ σπουδαστὴς εἰς τὴν οἰκίαν τῆς φίλης του ἐξηγήθη κατὰ τὴν δίκην. — [770, 1248, 960, 1281]
brief-text: ΑΘΗΝΑΙ, 10.— Ἀνεκοινώθη ἐκ τοῦ ὑπουργείου Ἐμπορίου ὅτι ἐμηδενίσθη ἡ εἰσφορὰ ἐπὶ τοῦ ἐλαιολάδου τοῦ ἐξαγομένου εἰς τὰς χώρας τῆς ΕΟΚ. — [277, 71, 376, 160]
article-paragraph: ΑΘΗΝΑΙ, 10.— Οἱ ἀστυνομικοὶ Πειραιῶς κατώρθωσαν νὰ ἐξαρθρώσουν σπεῖραν ἀπατεώνων, ἡ ὁποία ἐμφανιζομένη ὡς διαθέτουσα ὑψηλὰς σχέσεις, ἐζήτει παρὰ διαφόρων ἐπιχειρηματιῶν τεράστια ποσὰ διὰ νὰ ἐπιτύχῃ τὴν ἔκδοσιν δανείων ἐκ τῶν Τραπεζῶν. — [139, 1083, 269, 1216]
article-paragraph: ΠΕΙΡΑΙΕΥΣ, 10.— Εἰς 5μηνον φυλάκισιν κατεδικάσθησαν δύο μέλη σπείρας νοθευτῶν φαρμάκων. — [968, 1055, 1158, 1089]
subhead: ΝΕΑΙ ΕΡΕΥΝΑΙ — [1034, 1819, 1093, 1830]
article-paragraph: ΑΘΗΝΑΙ, 10.— Ἡ ἀρχιεπισκοπὴ τοῦ Σινᾶ ἀνεκοίνωσεν ὅτι ἐλύθησαν τὰ προβλήματα τῆς Μονῆς. — [770, 1575, 960, 1608]
article-paragraph: ΑΘΗΝΑΙ, 10.— Οἱ ἀστυνομικοὶ Πειραιῶς κατώρθωσαν νὰ ἐξαρθρώσουν σπεῖραν ἀπατεώνων, ἡ ὁποία ἐμφανιζομένη ὡς διαθέτουσα ὑψηλὰς σχέσεις, ἐζήτει παρὰ διαφόρων ἐπιχειρηματιῶν τεράστια ποσὰ διὰ νὰ ἐπιτύχῃ τὴν ἔκδοσιν δανείων ἐκ τῶν Τραπεζῶν. — [2, 786, 131, 919]
continuation-note: ΣΥΝΕΧΕΙΑ ΕΚ ΤΗΣ 1ης ΣΕΛ. — [808, 1740, 922, 1751]
article-body-1 — [2, 786, 269, 1276]
brief-text: Κατ' ἀνακοίνωσιν τῆς Τραπέζης τῆς Ἑλλάδος αἱ τιμαὶ τῶν χρυσῶν νομισμάτων ὡρίσθησαν ὡς ἑξῆς: — [277, 527, 376, 583]
brief-text: Συμφώνως πρὸς στοιχεῖα ἡ τιμὴ τῶν ἑλληνικῶν πορτοκαλίων εἰς τὴν ἀγορὰν τοῦ Μονάχου παρουσιάζει ἄνοδον. — [277, 1439, 376, 1505]
subhead: ΔΕΥΤΕΡΑ ΑΠΟΨΙΣ — [828, 735, 903, 746]
article-paragraph: Ἡ σπεῖρα προσεπάθησε νὰ ἐξαπατήσῃ καὶ γνωστοὺς ἐφοπλιστάς, εἰς τοὺς ὁποίους ὑπεσχέθη τὴν ἐξασφάλισιν δανείων διὰ τὴν ναυπήγησιν πλοίων. Κατὰ τὰς ἀνακρίσεις διεπιστώθη ὅτι οἱ συλληφθέντες εἶχον εἰσπράξει ἤδη σημαντικὰ ποσά. — [2, 922, 131, 1045]
brief-text: ΑΘΗΝΑΙ, 10.— Οἱ παραγωγοὶ τομάτας καὶ τὰ ἐργοστάσια κατέληξαν εἰς συμφωνίαν διὰ τὰς τιμὰς παραδόσεως. — [277, 2091, 376, 2158]
article-paragraph: ΑΘΗΝΑΙ, 10.— Ἡ ἀρχιεπισκοπὴ τοῦ Σινᾶ ἀνεκοίνωσεν ὅτι ἐλύθησαν τὰ προβλήματα τῆς Μονῆς. — [770, 1504, 960, 1537]
brief-text: ΠΕΙΡΑΙΕΥΣ, 10.— Ὁ διευθυντὴς τῶν διυλιστηρίων ἀνεκοίνωσε ὅτι προκηρύσσεται διεθνὴς διαγωνισμὸς διὰ τὴν προμήθειαν 60.000 τόννων βενζίνης. — [277, 1015, 376, 1116]
brief-headline: ΔΥΟ ΥΠΟΨΗΦΙΟΙ ΔΙΑ ΤΗΝ ΕΔΡΑΝ ΤΗΣ ΛΟΓΟΤΕΧΝΙΑΣ ΕΙΣ ΤΗΝ ΑΚΑΔΗΜΙΑΝ — [278, 262, 375, 307]
article-paragraph: Ἀνεκοινώθη ὅτι ἐπεδόθησαν τὰ σωσίβια καὶ ἡ λέμβος περισυλλογῆς τῶν τριῶν ἀστροναυτῶν. — [386, 1248, 506, 1303]
article-paragraph: Εἰς τὸ πρωτάθλημα τῆς Β' Ἐθνικῆς Κατηγορίας ἡ «Καστοριὰ» ἐνίκησε τὸν «Ἀτρόμητον» μὲ 2-0 καὶ παραμένει εἰς τὴν πρώτην θέσιν τῆς βαθμολογίας. — [139, 1900, 269, 1967]
article-paragraph: ΑΘΗΝΑΙ, 10.— Ὁ ὑπουργὸς Ἐργασίας κ. Α. Βογιατζῆς ἐγκαινίασε σήμερον σεμινάριον διὰ τὴν πρόληψιν ἐργατικῶν ἀτυχημάτων. — [386, 690, 633, 781]
brief-headline: ΕΜΗΔΕΝΙΣΘΗ Η ΕΙΣΦΟΡΑ ΕΠΙ ΤΟΥ ΕΞΑΓΟΜΕΝΟΥ ΕΙΣ ΤΗΝ ΕΟΚ ΕΛΑΙΟΛΑΔΟΥ — [285, 12, 368, 68]
article-paragraph: Ὁ κ. Παττακὸς ἀνεφέρθη εἰς τὰ ἔργα τὰ ὁποῖα ἐκτελοῦνται διὰ τὴν ἀνάδειξιν τοῦ ἀρχαιολογικοῦ χώρου καὶ τὴν ἀνάπτυξιν τοῦ τουρισμοῦ εἰς τὴν περιοχὴν τῆς Ἀρχαίας Ὀλυμπίας. — [386, 365, 506, 465]
article-paragraph: ΠΕΙΡΑΙΕΥΣ, 10.— Εἰς 5μηνον φυλάκισιν κατεδικάσθησαν δύο μέλη σπείρας νοθευτῶν φαρμάκων. — [968, 985, 1158, 1018]
article-paragraph: Ὁ κ. Παττακὸς ἀνεφέρθη εἰς τὰ ἔργα τὰ ὁποῖα ἐκτελοῦνται διὰ τὴν ἀνάδειξιν τοῦ ἀρχαιολογικοῦ χώρου καὶ τὴν ἀνάπτυξιν τοῦ τουρισμοῦ εἰς τὴν περιοχὴν τῆς Ἀρχαίας Ὀλυμπίας. — [514, 218, 633, 318]
article-paragraph: ΠΕΡΙΦΕΡΕΙΑΚΑ ΠΡΩΤΑΘΛΗΜΑΤΑ — ΕΡΑΣΙΤΕΧΝΙΚΟΝ — Ἀποτελέσματα: «Αἰγάλεω» - «Ἀπόλλων» 2-0, «Πρόοδος» - «Ἀχαρναϊκὸς» 1-1, «Ἐθνικὸς» - «Ἀστὴρ» 3-1. — [139, 1601, 269, 1680]
brief-headline: ΚΑΛΛΙΕΡΓΕΙΑ ΕΙΣ ΒΟΡ. ΕΛΛΑΔΑ ΑΣΠΑΡΑΓΓΟΥ — [287, 1984, 367, 2019]
coin-price: 225,00 — [343, 627, 372, 638]
attempt-article-text — [770, 136, 1035, 607]
article-paragraph: ΠΥΡΓΟΣ, 10.— Ὁ ἀντιπρόεδρος τῆς κυβερνήσεως καὶ ὑπουργὸς Ἐσωτερικῶν κ. Παττακός, συνοδευόμενος ὑπὸ ἀνωτέρων ὑπαλλήλων, ἐπεσκέφθη σήμερον τὴν Ὀλυμπίαν, ὅπου ἐξήτασε μετὰ τῶν τοπικῶν παραγόντων τουριστικὰ καὶ ἀρχαιολογικὰ θέματα τῆς περιοχῆς. — [514, 218, 760, 626]
continuation-note: ΣΥΝΕΧΕΙΑ ΕΚ ΤΗΣ 1ης ΣΕΛ. — [10, 1368, 123, 1379]
subhead: ΚΙΝΗΤΗΡΙΟΝ — [1036, 662, 1091, 673]
brief-text: ΑΘΗΝΑΙ, 10.— Περὶ τὰ τέλη Μαΐου ἡ Ἀκαδημία Ἀθηνῶν θὰ προβῇ εἰς τὴν ἐκλογὴν τακτικοῦ μέλους διὰ τὴν ἕδραν τῆς λογοτεχνίας. — [277, 391, 376, 468]
column-rule — [272, 10, 273, 2293]
article-paragraph: Ἀπὸ τὰς ἀνακρίσεις τοῦ ἐγινεν καὶ ὅτι ἡ ἐγκληματίας ἐσχεδίασε τὴν πρᾶξιν του ἐκ τῶν προτέρων. — [770, 316, 1035, 337]
column-3 — [386, 10, 760, 2293]
attempt-article-cont — [770, 607, 1158, 861]
article-paragraph: Ἡ σπεῖρα προσεπάθησε νὰ ἐξαπατήσῃ καὶ γνωστοὺς ἐφοπλιστάς, εἰς τοὺς ὁποίους ὑπεσχέθη τὴν ἐξασφάλισιν δανείων διὰ — [139, 1219, 269, 1275]
article-paragraph: Εἰς τὸ πρωτάθλημα τῆς Β' Ἐθνικῆς Κατηγορίας ἡ «Καστοριὰ» ἐνίκησε τὸν «Ἀτρόμητον» μὲ 2-0 καὶ παραμένει εἰς τὴν πρώτην θέσιν τῆς βαθμολογίας. — [139, 2119, 269, 2185]
brief-text: ΑΘΗΝΑΙ, 10.— Περὶ τὰ τέλη Μαΐου ἡ Ἀκαδημία Ἀθηνῶν θὰ προβῇ εἰς τὴν ἐκλογὴν τακτικοῦ μέλους διὰ τὴν ἕδραν τῆς λογοτεχνίας. — [277, 2206, 376, 2283]
sports-headline: ΤΑ ΑΠΟΤΕΛΕΣΜΑΤΑ ΤΩΝ ΧΘΕΣΙΝΩΝ ΑΓΩΝΩΝ ΤΟΥ ΠΡΩΤΑΘΛΗΜΑΤΟΣ ΤΗΣ ΜΕΓ. ΒΡΕΤΑΝΝΙΑΣ — [25, 1293, 245, 1356]
article-paragraph: ΠΕΡΙΦΕΡΕΙΑΚΑ ΠΡΩΤΑΘΛΗΜΑΤΑ — ΕΡΑΣΙΤΕΧΝΙΚΟΝ — Ἀποτελέσματα: «Αἰγάλεω» - «Ἀπόλλων» 2-0, «Πρόοδος» - «Ἀχαρναϊκὸς» 1-1, «Ἐθνικὸς» - «Ἀστὴρ» 3-1. — [139, 2038, 269, 2117]
subhead: Η ΑΙΤΗΣΙΣ ΧΑΡΙΤΟΣ — [824, 1926, 906, 1936]
article-body — [770, 950, 1158, 1175]
brief-headline: ΑΝΕΒΑΗΚΗ Η ΔΙΚΗ ΔΙΑ ΤΗΝ ΕΞΑΠΑΤΗΣΙΝ 140 ΟΙΚΟΠΕΔΟΥΧΩΝ — [282, 1126, 371, 1171]
article-paragraph: Ὁ καταδικασθεὶς δύναται νὰ ὑποβάλῃ αἴτησιν χάριτος μόνον μετὰ τὴν πάροδον 33 ἐτῶν. — [770, 1846, 960, 1880]
article-paragraph: Ἀπὸ τὰς καταθέσεις μαρτύρων προκύπτει ὅτι ὁ δράστης εἶχε προμελετήσει τὴν ἀπόπειραν. — [968, 748, 1158, 781]
article-paragraph: Εὐπορικὴ Τράπεζα τῆς Καστοριᾶς, κατὰ τὴν ὥραν τοῦ ἐγκλήματος εὑρίσκετο εἰς τὸ κέντρον. Ὁ δράστης ὁμολόγησε τὴν πρᾶξιν του. — [770, 150, 1035, 183]
attempt-article-side — [1043, 136, 1158, 607]
article-headline: ΑΠΟΔΕΣΘΗΣΑΝ ΤΑ ΣΩΣΙΒΙΑ ΚΑΙ Η ΛΕΜΒΟΣ ΠΕΡΙΣΥΛΛΟΓΗΣ ΤΩΝ ΤΡΙΩΝ ΑΣΤΡΟΝΑΥΤΩΝ — [409, 1052, 738, 1084]
article-paragraph: ΑΘΗΝΑΙ, 10.— Ἤρχισαν αἱ ἐκδηλώσεις τῆς ἑβδομάδος τοῦ φοιτητοῦ τῆς Ἀνωτάτης Γεωπονικῆς Σχολῆς Ἀθηνῶν. — [514, 888, 760, 979]
continuation-note: ΣΥΝΕΧΕΙΑ ΕΚ ΤΗΣ 1ης ΣΕΛ. — [389, 1096, 503, 1106]
coin-price: 285,00 — [343, 607, 372, 617]
article-headline: ΑΙ ΕΚΔΗΛΩΣΕΙΣ ΤΗΣ ΕΒΔΟΜΑΔΟΣ ΦΟΙΤΗΤΟΥ ΤΗΣ ΓΕΩΠΟΝΙΚΗΣ ΣΧΟΛΗΣ ΤΩΝ ΑΘΗΝΩΝ — [403, 844, 744, 876]
article-headline: ΚΑΤΕΝΟΗΘΗΣΑΝ ΚΑΙ ΕΥΡΟΝ ΤΗΝ ΛΥΣΙΝ ΤΩΝ ΠΟΛΛΑ ΠΡΟΒΛΗΜΑΤΑ ΤΗΣ ΜΟΝΗΣ ΤΟΥ ΣΙΝΑ — [798, 1460, 1131, 1492]
graduates-photo-drawing — [2, 70, 269, 501]
article-paragraph: Ὡς ποιοῦ σημεῖον ἀφιχθη ὁ σπουδαστὴς εἰς τὴν οἰκίαν τῆς φίλης του ἐξηγήθη κατὰ τὴν δίκην. — [968, 1297, 1158, 1330]
article-paragraph: Ἀνεκοινώθη ὅτι ἐπεδόθησαν τὰ σωσίβια καὶ ἡ λέμβος περισυλλογῆς τῶν τριῶν ἀστροναυτῶν. — [514, 1153, 633, 1209]
article-paragraph: ΑΘΗΝΑΙ, 10.— Ἤρχισαν αἱ ἐκδηλώσεις τῆς ἑβδομάδος τοῦ φοιτητοῦ τῆς Ἀνωτάτης Γεωπονικῆς Σχολῆς Ἀθηνῶν. — [386, 888, 633, 979]
article-paragraph: Εἰς τὸ πρωτάθλημα τῆς Β' Ἐθνικῆς Κατηγορίας ἡ «Καστοριὰ» ἐνίκησε τὸν «Ἀτρόμητον» μὲ 2-0 καὶ παραμένει εἰς τὴν πρώτην θέσιν τῆς βαθμολογίας. — [139, 1682, 269, 1748]
photo-caption: Ἐνώπιον τοῦ πρυτάνεως κ. Κρίμωνος καὶ τοῦ κοσμήτορος τῆς ὀδοντιατρικῆς κ. Ἀναστασιάδη, ὡρκίσθησαν οἱ νέοι ὀδοντίατροι Ἀντ. Καρυπίδης, Σωτήριος Πατίκας, Δημήτριος Κιτμερίδης, Ἀλκυόνη Χρυσίδου, Ἐλεάνα Ἀσλάνη, Ἀλέα Πουπουλιάδου, Εὐάγγελος Νικολάου, Ἀθηνᾶ Πατσάρου, Ἀναστάσιος Ἀναστασιάδης καὶ Ἰωάννης Χρυσικός. — [2, 504, 269, 566]
article-paragraph: Ἀναφέρεται εἰς τὴν σύμβασιν ὅτι ἡ προθεσμία διὰ τὴν κατασκευὴν τοῦ διυλιστηρίου ὁρίζεται εἰς τρία ἔτη. — [641, 1461, 760, 1516]
article-headline: ΔΥΟ ΜΕΛΗ ΣΠΕΙΡΑΣ ΝΟΘΕΥΤΩΝ ΦΑΡΜΑΚΩΝ ΚΑΤΕΔΙΚΑΣΘΗΣΑΝ ΕΙΣ 5ΜΗΝΟΝ ΦΥΛΑΚΙΣΙΝ — [801, 877, 1128, 908]
gold-price-row — [281, 596, 372, 607]
brief-headline: ΔΙΕΘΝΗΣ ΔΙΑΓΩΝΙΣΜΟΣ ΔΙΑ ΠΡΟΜΗΘΕΙΑΝ 60.000 ΤΟΝΝΩΝ ΒΕΝΖΙΝΗΣ — [284, 853, 369, 909]
article-paragraph: Ὡς ποιοῦ σημεῖον ἀφιχθη ὁ σπουδαστὴς εἰς τὴν οἰκίαν τῆς φίλης του ἐξηγήθη κατὰ τὴν δίκην. — [770, 1248, 1014, 1377]
